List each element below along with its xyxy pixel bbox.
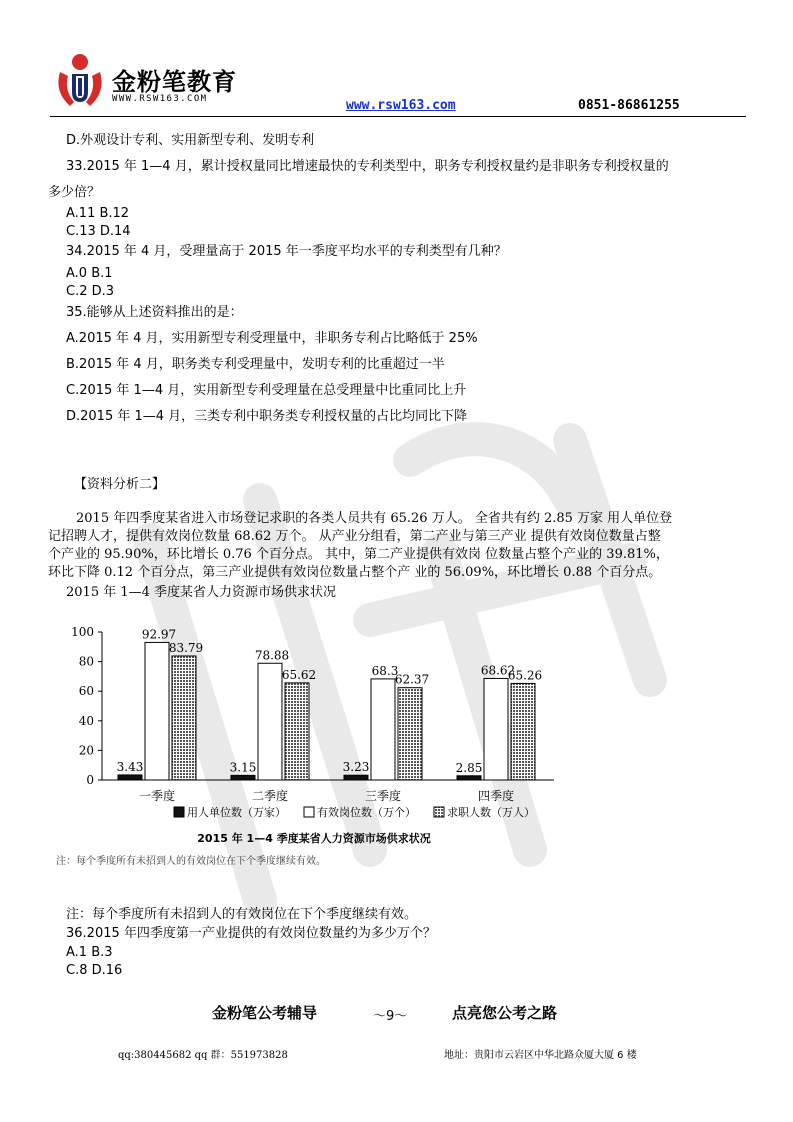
bar: [145, 642, 169, 780]
bar: [398, 688, 422, 780]
legend-label: 求职人数（万人）: [447, 806, 535, 819]
page-header: [50, 46, 746, 116]
bar: [258, 663, 282, 780]
bar-value-label: 3.15: [229, 760, 257, 775]
q33-options-cd: C.13 D.14: [66, 224, 131, 239]
q34-options-ab: A.0 B.1: [66, 266, 113, 281]
q33-options-ab: A.11 B.12: [66, 206, 130, 221]
legend-swatch: [174, 807, 184, 817]
footer-slogan: 点亮您公考之路: [452, 1004, 558, 1022]
chart-footnote: 注：每个季度所有未招到人的有效岗位在下个季度继续有效。: [56, 856, 326, 867]
y-tick-label: 0: [86, 773, 94, 787]
footer-brand: 金粉笔公考辅导: [212, 1004, 318, 1022]
q36-stem: 36.2015 年四季度第一产业提供的有效岗位数量约为多少万个？: [66, 926, 436, 941]
legend-label: 有效岗位数（万个）: [317, 806, 416, 819]
category-label: 二季度: [251, 789, 289, 803]
bar-value-label: 83.79: [168, 640, 204, 655]
header-divider: [50, 116, 746, 117]
note-text: 注：每个季度所有未招到人的有效岗位在下个季度继续有效。: [66, 907, 418, 922]
bar: [371, 679, 395, 780]
bar: [118, 775, 142, 780]
bar-value-label: 92.97: [141, 627, 177, 642]
bar-chart: [54, 620, 574, 860]
legend-swatch: [434, 807, 444, 817]
q36-options-ab: A.1 B.3: [66, 945, 113, 960]
q35-stem: 35.能够从上述资料推出的是：: [66, 305, 243, 320]
category-label: 四季度: [477, 789, 515, 803]
category-label: 一季度: [138, 789, 176, 803]
footer-address: 地址：贵阳市云岩区中华北路众厦大厦 6 楼: [444, 1050, 637, 1061]
q32-option-d: D.外观设计专利、实用新型专利、发明专利: [66, 133, 315, 148]
brand-url: WWW.RSW163.COM: [112, 94, 208, 104]
brand-name: 金粉笔教育: [112, 68, 237, 96]
q33-stem-continued: 多少倍？: [48, 185, 101, 200]
website-link[interactable]: www.rsw163.com: [346, 98, 456, 113]
bar: [511, 683, 535, 780]
y-tick-label: 20: [78, 743, 94, 758]
bar: [285, 683, 309, 780]
section-paragraph: [48, 510, 745, 528]
legend-label: 用人单位数（万家）: [187, 806, 286, 819]
legend-swatch: [304, 807, 314, 817]
q34-stem: 34.2015 年 4 月，受理量高于 2015 年一季度平均水平的专利类型有几种？: [66, 244, 507, 259]
bar: [457, 776, 481, 780]
section-heading: 【资料分析二】: [74, 477, 166, 492]
section-paragraph-line4: 环比下降 0.12 个百分点，第三产业提供有效岗位数量占整个产 业的 56.09%，环比增长 0.88 个百分点。: [48, 565, 662, 580]
bar: [344, 775, 368, 780]
bar-value-label: 62.37: [394, 672, 430, 687]
section-paragraph-line3: 个产业的 95.90%，环比增长 0.76 个百分点。 其中，第二产业提供有效岗 位数量占整个产业的 39.81%，: [48, 547, 669, 562]
bar-value-label: 68.62: [480, 663, 516, 678]
bar-value-label: 3.43: [116, 759, 144, 774]
q34-options-cd: C.2 D.3: [66, 284, 115, 299]
logo-icon: [52, 52, 108, 110]
footer-qq: qq:380445682 qq 群：551973828: [118, 1050, 288, 1061]
bar-value-label: 3.23: [342, 760, 370, 775]
bar-value-label: 78.88: [254, 648, 290, 663]
bar: [172, 656, 196, 780]
chart-title: 2015 年 1—4 季度某省人力资源市场供求状况: [197, 832, 431, 845]
y-tick-label: 60: [78, 684, 94, 699]
bar-value-label: 65.62: [281, 667, 317, 682]
section-paragraph-line2: 记招聘人才，提供有效岗位数量 68.62 万个。 从产业分组看，第二产业与第三产业 提供有效岗位数量占整: [48, 529, 661, 544]
bar-value-label: 2.85: [455, 760, 483, 775]
y-tick-label: 40: [78, 713, 94, 728]
phone-number: 0851-86861255: [578, 98, 680, 113]
bar: [231, 775, 255, 780]
bar-value-label: 68.3: [371, 663, 399, 678]
bar-value-label: 65.26: [507, 668, 543, 683]
q35-option-d: D.2015 年 1—4 月，三类专利中职务类专利授权量的占比均同比下降: [66, 409, 468, 424]
y-tick-label: 100: [71, 625, 94, 639]
y-tick-label: 80: [78, 654, 94, 669]
page-number: ～9～: [373, 1009, 408, 1024]
q35-option-a: A.2015 年 4 月，实用新型专利受理量中，非职务专利占比略低于 25%: [66, 331, 478, 346]
q33-stem: 33.2015 年 1—4 月，累计授权量同比增速最快的专利类型中，职务专利授权量约是非职务专利授权量的: [66, 159, 669, 174]
bar: [484, 678, 508, 780]
q35-option-c: C.2015 年 1—4 月，实用新型专利受理量在总受理量中比重同比上升: [66, 383, 467, 398]
category-label: 三季度: [364, 789, 402, 803]
paragraph-line: 2015 年四季度某省进入市场登记求职的各类人员共有 65.26 万人。 全省共有约 2.85 万家 用人单位登: [76, 511, 673, 526]
q36-options-cd: C.8 D.16: [66, 963, 123, 978]
chart-intro: 2015 年 1—4 季度某省人力资源市场供求状况: [66, 585, 337, 600]
q35-option-b: B.2015 年 4 月，职务类专利受理量中，发明专利的比重超过一半: [66, 357, 445, 372]
